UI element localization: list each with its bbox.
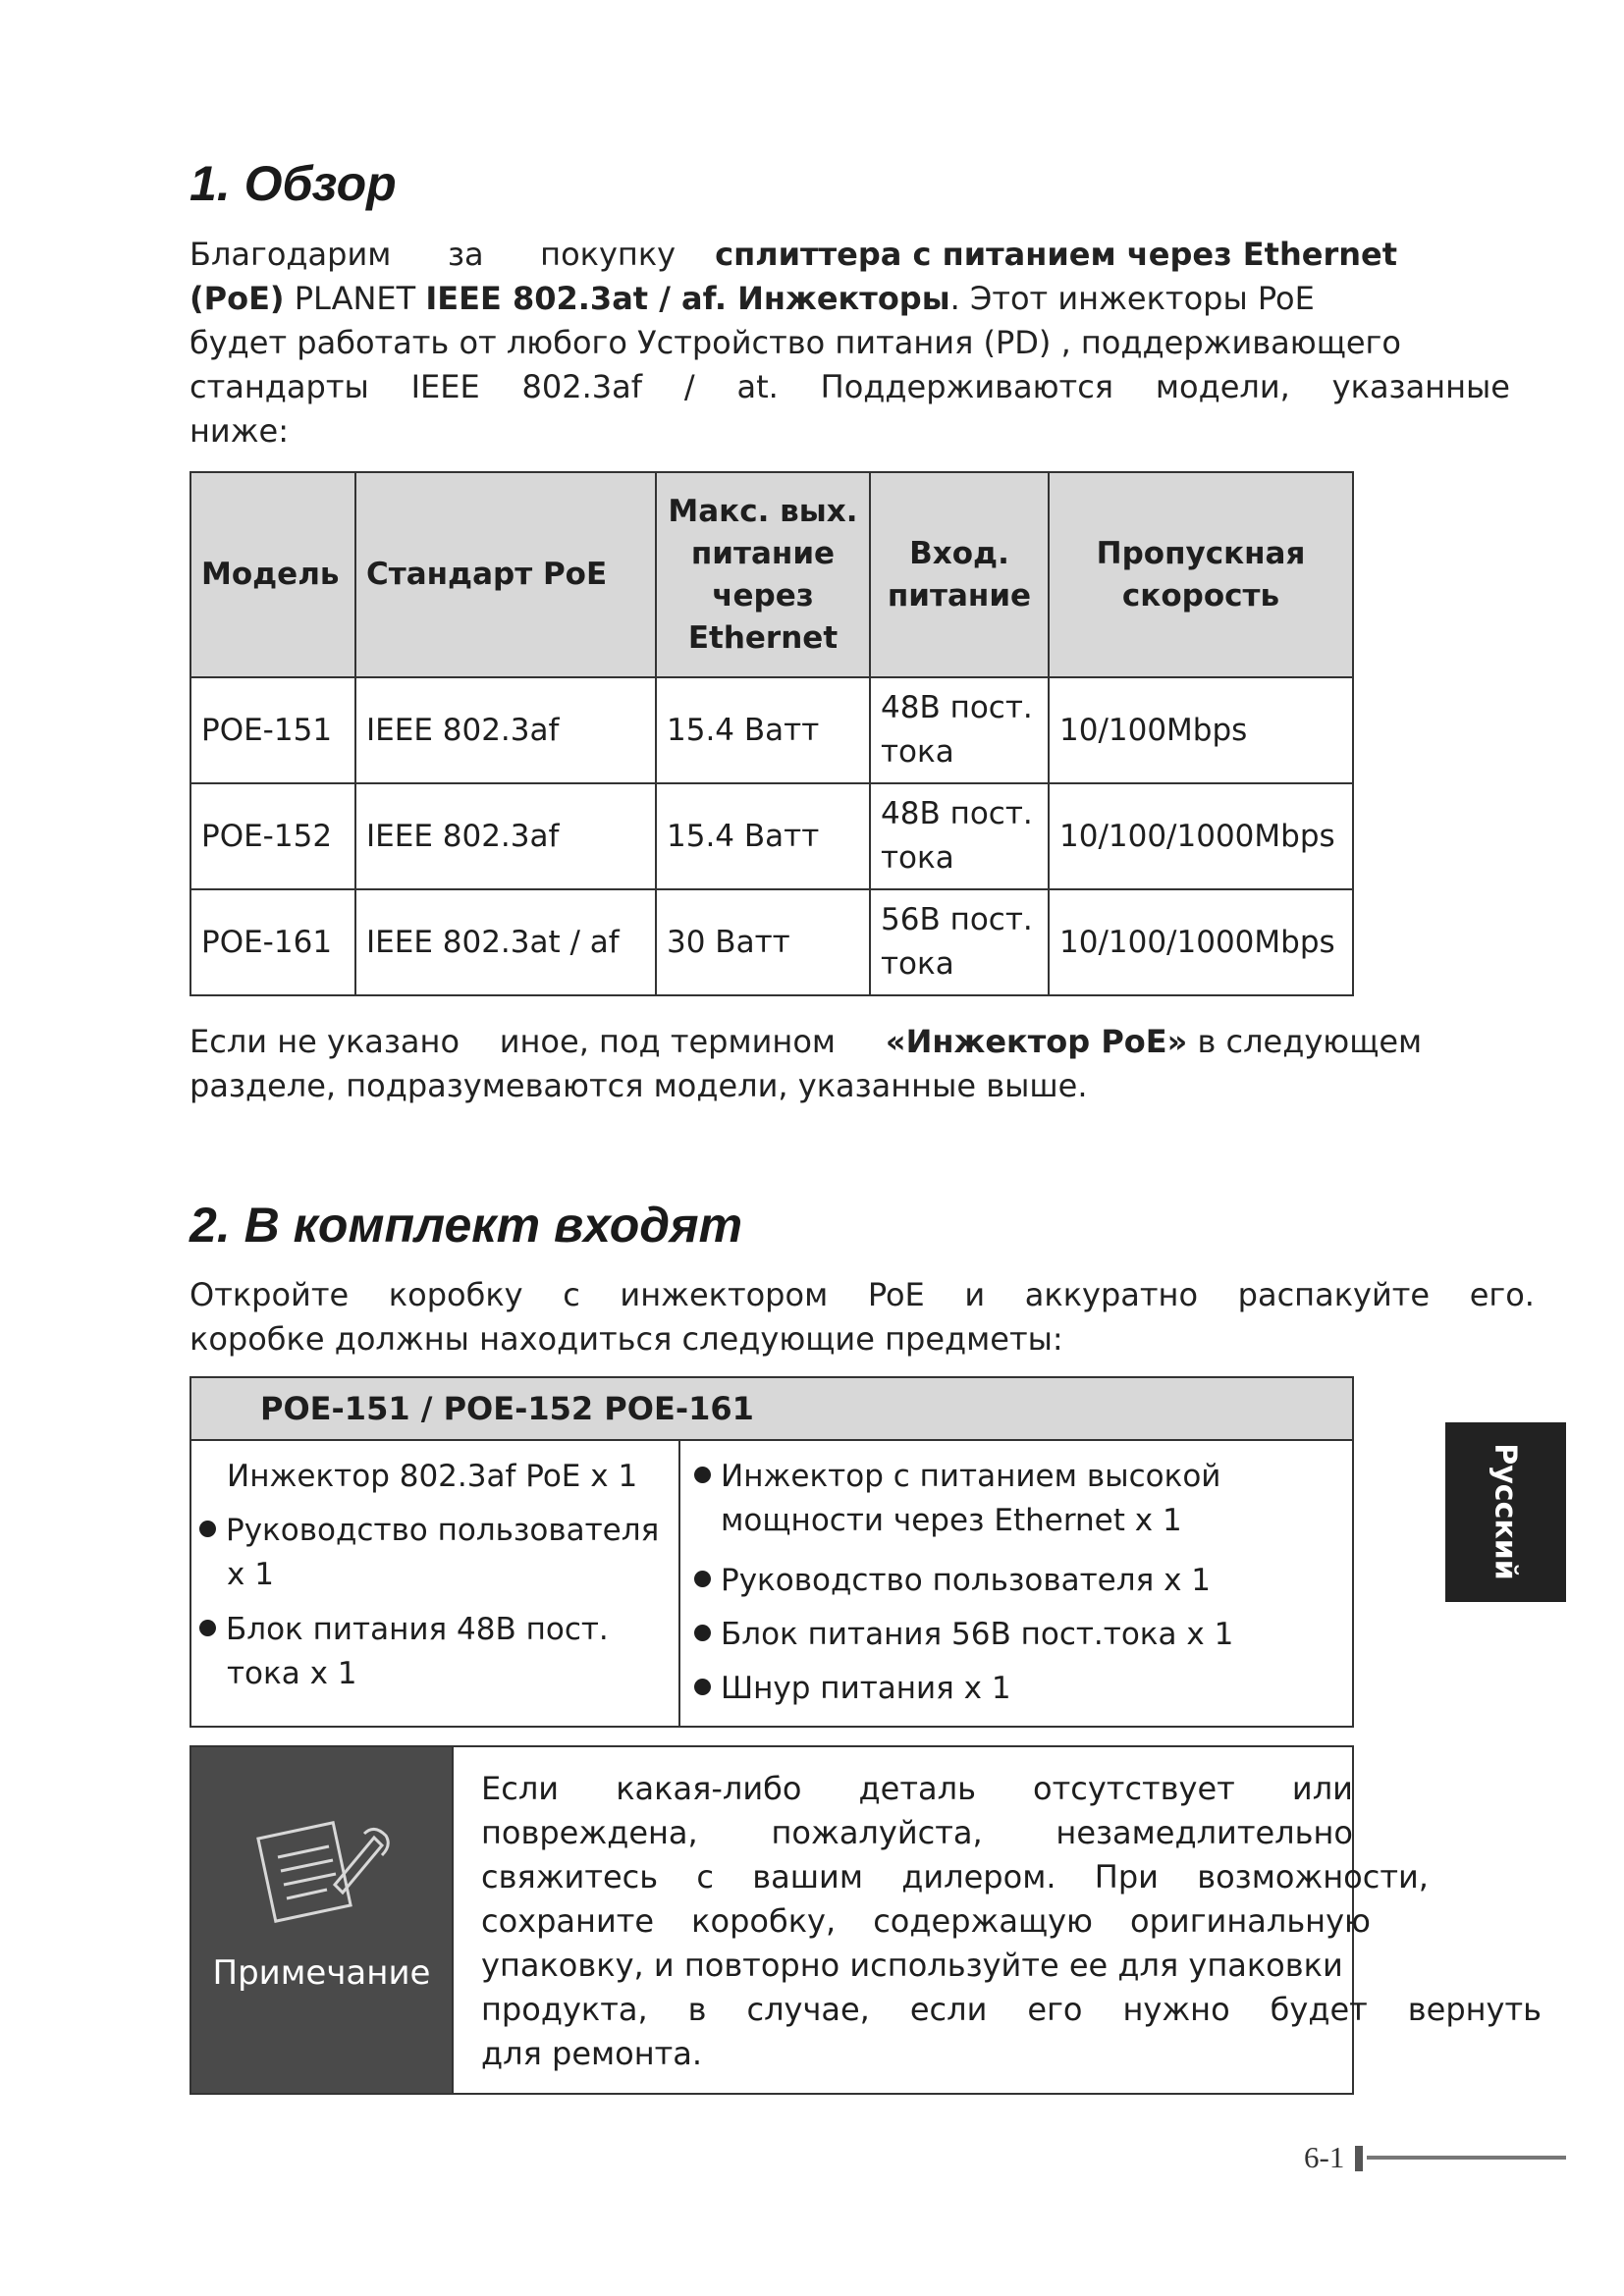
word: нужно bbox=[1122, 1991, 1230, 2028]
word: пожалуйста, bbox=[771, 1814, 983, 1851]
word: IEEE bbox=[410, 368, 480, 405]
bullet-icon bbox=[199, 1620, 216, 1636]
cell-standard: IEEE 802.3at / af bbox=[355, 889, 656, 995]
right-item-1-cont: мощности через Ethernet x 1 bbox=[721, 1503, 1182, 1538]
left-item-2-text: Руководство пользователя bbox=[226, 1513, 660, 1548]
bold-splitter-text: сплиттера с питанием через Ethernet bbox=[715, 236, 1397, 273]
language-label: Русский bbox=[1488, 1443, 1523, 1580]
left-item-1-text: Инжектор 802.3af PoE x 1 bbox=[227, 1459, 638, 1494]
word: его bbox=[1027, 1991, 1083, 2028]
cell-power: 15.4 Ватт bbox=[656, 783, 870, 889]
cell-model: POE-161 bbox=[190, 889, 355, 995]
table-row bbox=[190, 783, 1353, 889]
left-item-3 bbox=[199, 1608, 609, 1652]
word: / bbox=[683, 368, 695, 405]
section-2-line-2: коробке должны находиться следующие предметы: bbox=[189, 1320, 1063, 1358]
bold-poe: (PoE) bbox=[189, 280, 285, 317]
cell-speed: 10/100/1000Mbps bbox=[1049, 889, 1353, 995]
cell-standard: IEEE 802.3af bbox=[355, 677, 656, 783]
note-text bbox=[481, 1767, 1542, 2076]
note-line-3 bbox=[481, 1855, 1429, 1899]
word: отсутствует bbox=[1033, 1770, 1235, 1807]
left-item-3-cont: тока x 1 bbox=[227, 1656, 357, 1691]
right-item-3-text: Блок питания 56В пост.тока x 1 bbox=[721, 1617, 1234, 1652]
after-text-a: Если не указано иное, под термином bbox=[189, 1023, 837, 1060]
column-divider bbox=[678, 1439, 680, 1726]
table-row bbox=[190, 889, 1353, 995]
left-item-1 bbox=[227, 1455, 637, 1499]
bold-ieee-injectors: IEEE 802.3at / af. Инжекторы bbox=[425, 280, 950, 317]
word: дилером. bbox=[901, 1858, 1056, 1896]
right-item-1-text: Инжектор с питанием высокой bbox=[721, 1459, 1221, 1494]
word: покупку bbox=[540, 236, 677, 273]
word: незамедлительно bbox=[1056, 1814, 1353, 1851]
word: какая-либо bbox=[616, 1770, 802, 1807]
note-line-2 bbox=[481, 1811, 1353, 1855]
word: его. bbox=[1469, 1276, 1535, 1313]
right-item-2-text: Руководство пользователя x 1 bbox=[721, 1563, 1211, 1598]
word: При bbox=[1094, 1858, 1159, 1896]
word: будет bbox=[1270, 1991, 1368, 2028]
page-number: 6-1 bbox=[1304, 2140, 1345, 2174]
bullet-icon bbox=[694, 1625, 711, 1641]
models-table bbox=[189, 471, 1354, 996]
word: стандарты bbox=[189, 368, 369, 405]
word: и bbox=[964, 1276, 986, 1313]
section-1-title: 1. Обзор bbox=[189, 156, 397, 211]
intro-line-2 bbox=[189, 277, 1315, 321]
word: возможности, bbox=[1197, 1858, 1429, 1896]
note-line-7: для ремонта. bbox=[481, 2035, 703, 2072]
after-text-b: в следующем bbox=[1197, 1023, 1423, 1060]
word: аккуратно bbox=[1024, 1276, 1199, 1313]
bullet-icon bbox=[694, 1571, 711, 1587]
word: Если bbox=[481, 1770, 560, 1807]
after-table-line-1 bbox=[189, 1020, 1422, 1064]
planet-text: PLANET bbox=[294, 280, 416, 317]
cell-speed: 10/100/1000Mbps bbox=[1049, 783, 1353, 889]
word: PoE bbox=[867, 1276, 925, 1313]
word: в bbox=[687, 1991, 707, 2028]
word: если bbox=[909, 1991, 988, 2028]
word: коробку bbox=[388, 1276, 523, 1313]
intro-line-3: будет работать от любого Устройство питания (PD) , поддерживающего bbox=[189, 324, 1401, 361]
word: вашим bbox=[752, 1858, 863, 1896]
cell-speed: 10/100Mbps bbox=[1049, 677, 1353, 783]
package-contents-table bbox=[189, 1376, 1354, 1728]
right-item-4 bbox=[694, 1667, 1011, 1711]
word: содержащую bbox=[873, 1902, 1093, 1940]
language-side-tab bbox=[1445, 1422, 1566, 1602]
word: 802.3af bbox=[521, 368, 642, 405]
after-table-line-2: разделе, подразумеваются модели, указанные выше. bbox=[189, 1067, 1088, 1104]
cell-power: 15.4 Ватт bbox=[656, 677, 870, 783]
right-item-4-text: Шнур питания x 1 bbox=[721, 1671, 1011, 1706]
word: at. bbox=[736, 368, 779, 405]
bullet-icon bbox=[199, 1521, 216, 1537]
cell-input: 48В пост. тока bbox=[870, 783, 1049, 889]
word: деталь bbox=[858, 1770, 976, 1807]
bullet-icon bbox=[694, 1467, 711, 1483]
right-item-1 bbox=[694, 1455, 1220, 1499]
header-input: Вход. питание bbox=[870, 472, 1049, 677]
word: Благодарим bbox=[189, 236, 392, 273]
cell-input: 56В пост. тока bbox=[870, 889, 1049, 995]
section-2-title: 2. В комплект входят bbox=[189, 1198, 743, 1253]
header-max-power: Макс. вых. питание через Ethernet bbox=[656, 472, 870, 677]
word: распакуйте bbox=[1237, 1276, 1431, 1313]
cell-model: POE-151 bbox=[190, 677, 355, 783]
bullet-icon bbox=[694, 1679, 711, 1695]
word: или bbox=[1291, 1770, 1353, 1807]
left-item-2-cont: x 1 bbox=[227, 1557, 274, 1592]
page-number-marker bbox=[1355, 2146, 1363, 2171]
note-line-4 bbox=[481, 1899, 1371, 1944]
word: с bbox=[696, 1858, 714, 1896]
word: Откройте bbox=[189, 1276, 350, 1313]
note-label: Примечание bbox=[212, 1953, 431, 1993]
note-pen-icon bbox=[248, 1808, 396, 1926]
note-line-6 bbox=[481, 1988, 1542, 2032]
word: инжектором bbox=[620, 1276, 829, 1313]
cell-model: POE-152 bbox=[190, 783, 355, 889]
intro-line-1 bbox=[189, 233, 1397, 277]
note-side-panel bbox=[191, 1747, 454, 2093]
note-box bbox=[189, 1745, 1542, 2095]
word: сохраните bbox=[481, 1902, 655, 1940]
intro-line-2-tail: . Этот инжекторы PoE bbox=[949, 280, 1315, 317]
footer-rule bbox=[1367, 2156, 1566, 2160]
header-standard: Стандарт PoE bbox=[355, 472, 656, 677]
note-line-5: упаковку, и повторно используйте ее для упаковки bbox=[481, 1947, 1343, 1984]
word: продукта, bbox=[481, 1991, 648, 2028]
cell-standard: IEEE 802.3af bbox=[355, 783, 656, 889]
section-2-line-1 bbox=[189, 1273, 1535, 1317]
header-model: Модель bbox=[190, 472, 355, 677]
word: оригинальную bbox=[1130, 1902, 1371, 1940]
right-item-2 bbox=[694, 1559, 1211, 1603]
table-header-row bbox=[190, 472, 1353, 677]
word: с bbox=[563, 1276, 580, 1313]
intro-line-5: ниже: bbox=[189, 412, 290, 450]
right-item-3 bbox=[694, 1613, 1233, 1657]
word: случае, bbox=[746, 1991, 870, 2028]
intro-paragraph bbox=[189, 233, 1510, 458]
after-table-paragraph bbox=[189, 1020, 1466, 1113]
word: указанные bbox=[1331, 368, 1510, 405]
intro-line-4 bbox=[189, 365, 1510, 409]
left-item-3-text: Блок питания 48В пост. bbox=[226, 1612, 609, 1647]
package-table-header: POE-151 / POE-152 POE-161 bbox=[191, 1378, 1352, 1441]
word: свяжитесь bbox=[481, 1858, 659, 1896]
bold-injector-term: «Инжектор PoE» bbox=[885, 1023, 1188, 1060]
word: вернуть bbox=[1407, 1991, 1542, 2028]
left-item-2 bbox=[199, 1509, 659, 1553]
word: модели, bbox=[1155, 368, 1290, 405]
word: за bbox=[447, 236, 484, 273]
word: коробку, bbox=[691, 1902, 837, 1940]
table-row bbox=[190, 677, 1353, 783]
note-line-1 bbox=[481, 1767, 1353, 1811]
cell-input: 48В пост. тока bbox=[870, 677, 1049, 783]
section-2-paragraph bbox=[189, 1273, 1535, 1366]
header-speed: Пропускная скорость bbox=[1049, 472, 1353, 677]
cell-power: 30 Ватт bbox=[656, 889, 870, 995]
word: повреждена, bbox=[481, 1814, 698, 1851]
word: Поддерживаются bbox=[820, 368, 1114, 405]
